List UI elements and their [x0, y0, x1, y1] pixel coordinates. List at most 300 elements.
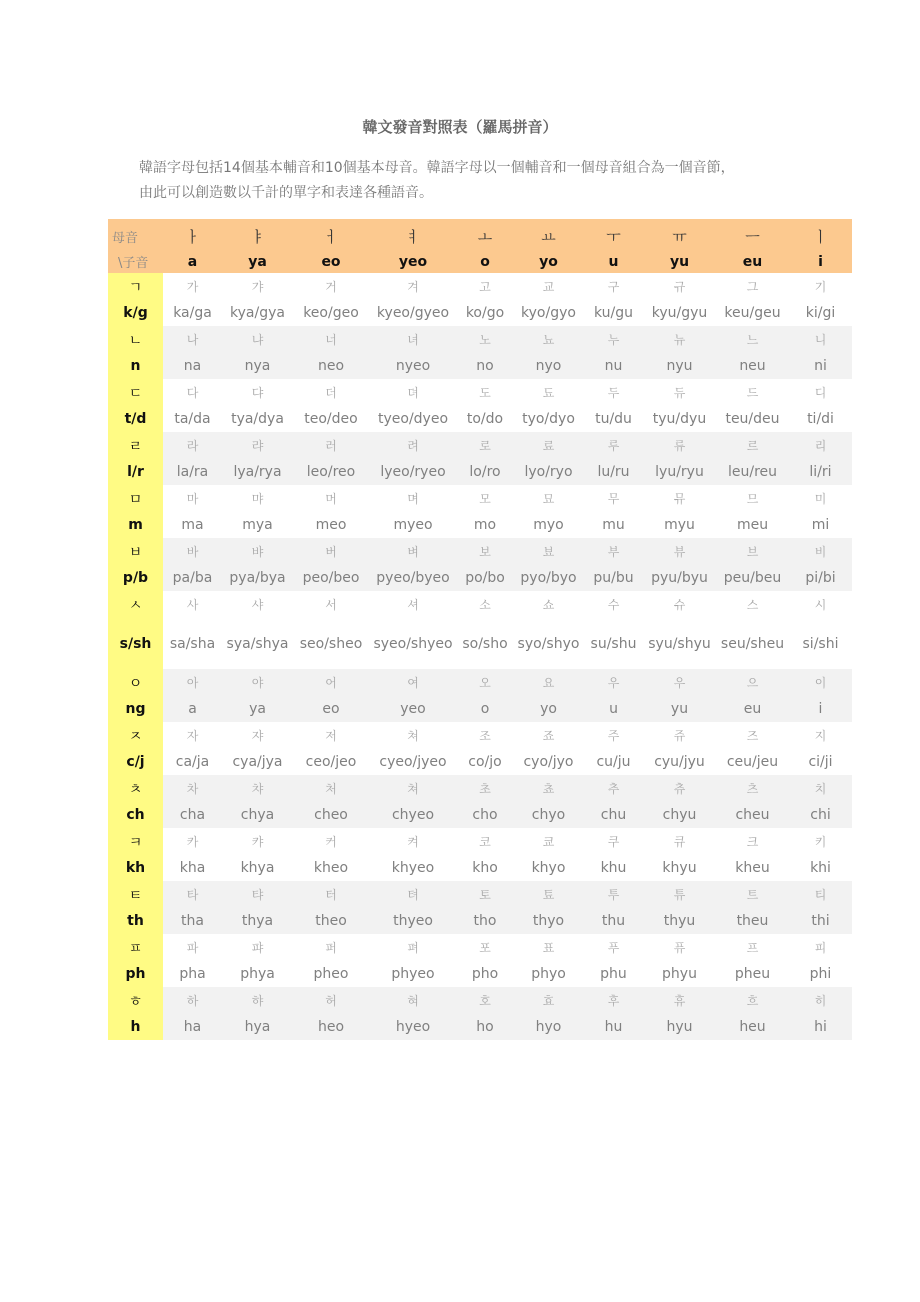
hangul-row: [108, 326, 852, 353]
romanization-cell: pho: [471, 966, 499, 982]
syllable-cell: 푸: [607, 941, 620, 955]
romanization-cell: heu: [716, 1014, 789, 1040]
romanization-cell: ha: [163, 1014, 222, 1040]
romanization-cell: u: [584, 696, 643, 722]
vowel-header: ㅠ: [643, 219, 716, 250]
syllable-cell: 셔: [407, 598, 419, 612]
syllable-cell: 므: [746, 492, 759, 506]
romanization-row: [108, 696, 852, 722]
romanization-cell: kha: [179, 860, 206, 876]
syllable-cell: 피: [814, 941, 827, 955]
consonant-letter: ㅌ: [108, 881, 163, 908]
syllable-cell: 치: [789, 775, 852, 802]
romanization-row: [108, 512, 852, 538]
romanization-cell: sya/shya: [226, 635, 289, 652]
syllable-cell: 더: [325, 386, 337, 400]
syllable-cell: 도: [479, 386, 491, 400]
corner-consonant-label: \子音: [108, 250, 163, 273]
vowel-header: ㅏ: [163, 219, 222, 250]
consonant-roman: c/j: [108, 749, 163, 775]
romanization-cell: ya: [222, 696, 293, 722]
romanization-cell: eo: [293, 696, 369, 722]
romanization-cell: nyo: [513, 353, 584, 379]
romanization-cell: chya: [222, 802, 293, 828]
romanization-cell: i: [789, 696, 852, 722]
romanization-cell: hyo: [513, 1014, 584, 1040]
romanization-cell: ca/ja: [175, 754, 210, 770]
consonant-roman: ch: [108, 802, 163, 828]
syllable-cell: 초: [457, 775, 513, 802]
romanization-cell: pyu/byu: [643, 565, 716, 591]
romanization-cell: thyu: [643, 908, 716, 934]
syllable-cell: 뱌: [222, 538, 293, 565]
romanization-row: [108, 459, 852, 485]
romanization-cell: la/ra: [163, 459, 222, 485]
romanization-cell: pha: [179, 966, 206, 982]
romanization-cell: so/sho: [462, 635, 508, 652]
syllable-cell: 비: [789, 538, 852, 565]
page-title: 韓文發音對照表（羅馬拼音）: [362, 118, 558, 136]
romanization-cell: kho: [472, 860, 498, 876]
syllable-cell: 큐: [673, 835, 686, 849]
romanization-cell: syu/shyu: [648, 635, 711, 652]
syllable-cell: 츄: [643, 775, 716, 802]
romanization-cell: eu: [716, 696, 789, 722]
syllable-cell: 기: [814, 280, 827, 294]
romanization-cell: chyeo: [369, 802, 457, 828]
syllable-cell: 지: [814, 729, 827, 743]
romanization-cell: hya: [222, 1014, 293, 1040]
syllable-cell: 쇼: [542, 598, 555, 612]
syllable-cell: 토: [457, 881, 513, 908]
syllable-cell: 차: [163, 775, 222, 802]
syllable-cell: 텨: [369, 881, 457, 908]
romanization-cell: kheu: [735, 860, 770, 876]
romanization-cell: ku/gu: [593, 305, 634, 321]
consonant-roman: kh: [108, 855, 163, 881]
romanization-cell: phya: [240, 966, 275, 982]
romanization-cell: theo: [293, 908, 369, 934]
hangul-row: [108, 432, 852, 459]
romanization-cell: pheu: [734, 966, 771, 982]
consonant-roman: l/r: [108, 459, 163, 485]
romanization-cell: keo/geo: [303, 305, 359, 321]
hangul-row: [108, 987, 852, 1014]
syllable-cell: 쟈: [251, 729, 264, 743]
hangul-row: [108, 669, 852, 696]
romanization-cell: mo: [473, 517, 497, 533]
syllable-cell: 커: [325, 835, 337, 849]
romanization-row: [108, 961, 852, 987]
romanization-cell: yo: [513, 696, 584, 722]
romanization-cell: meo: [315, 517, 347, 533]
romanization-cell: myu: [664, 517, 695, 533]
syllable-cell: 소: [479, 598, 491, 612]
romanization-cell: phi: [809, 966, 832, 982]
vowel-header: ㅗ: [457, 219, 513, 250]
romanization-cell: cya/jya: [232, 754, 283, 770]
romanization-cell: khu: [600, 860, 627, 876]
vowel-roman-header: i: [789, 250, 852, 273]
syllable-cell: 무: [607, 492, 620, 506]
syllable-cell: 츠: [716, 775, 789, 802]
syllable-cell: 니: [789, 326, 852, 353]
syllable-cell: 하: [163, 987, 222, 1014]
syllable-cell: 느: [716, 326, 789, 353]
romanization-cell: cyu/jyu: [654, 754, 705, 770]
syllable-cell: 퓨: [673, 941, 686, 955]
romanization-cell: teo/deo: [304, 411, 358, 427]
romanization-row: [108, 353, 852, 379]
syllable-cell: 챠: [222, 775, 293, 802]
romanization-cell: lu/ru: [584, 459, 643, 485]
romanization-cell: lyeo/ryeo: [369, 459, 457, 485]
syllable-cell: 햐: [222, 987, 293, 1014]
romanization-cell: lya/rya: [222, 459, 293, 485]
hangul-row: [108, 485, 852, 512]
syllable-cell: 프: [746, 941, 759, 955]
syllable-cell: 서: [325, 598, 337, 612]
romanization-cell: myo: [533, 517, 564, 533]
syllable-cell: 구: [607, 280, 620, 294]
romanization-cell: khyo: [531, 860, 566, 876]
romanization-cell: khi: [810, 860, 831, 876]
romanization-cell: chu: [584, 802, 643, 828]
syllable-cell: 추: [584, 775, 643, 802]
romanization-cell: su/shu: [590, 635, 637, 652]
romanization-cell: ceu/jeu: [726, 754, 779, 770]
syllable-cell: 려: [369, 432, 457, 459]
syllable-cell: 사: [186, 598, 199, 612]
syllable-cell: 으: [716, 669, 789, 696]
romanization-cell: pyeo/byeo: [369, 565, 457, 591]
romanization-cell: ni: [789, 353, 852, 379]
syllable-cell: 댜: [251, 386, 264, 400]
syllable-cell: 히: [789, 987, 852, 1014]
romanization-cell: yu: [643, 696, 716, 722]
romanization-cell: pheo: [313, 966, 349, 982]
romanization-cell: tu/du: [595, 411, 632, 427]
consonant-letter: ㄴ: [108, 326, 163, 353]
vowel-roman-header: eu: [716, 250, 789, 273]
romanization-cell: tyu/dyu: [652, 411, 707, 427]
vowel-header: ㅑ: [222, 219, 293, 250]
vowel-roman-header: u: [584, 250, 643, 273]
syllable-cell: 휴: [643, 987, 716, 1014]
consonant-letter: ㅁ: [108, 485, 163, 512]
romanization-cell: chyo: [513, 802, 584, 828]
romanization-cell: cheo: [293, 802, 369, 828]
romanization-cell: thi: [789, 908, 852, 934]
romanization-row: [108, 749, 852, 775]
romanization-cell: kyo/gyo: [521, 305, 576, 321]
vowel-roman-header: o: [457, 250, 513, 273]
romanization-cell: o: [457, 696, 513, 722]
romanization-cell: keu/geu: [724, 305, 781, 321]
vowel-header: ㅕ: [369, 219, 457, 250]
syllable-cell: 교: [542, 280, 555, 294]
syllable-cell: 보: [457, 538, 513, 565]
syllable-cell: 우: [643, 669, 716, 696]
syllable-cell: 다: [186, 386, 199, 400]
romanization-cell: syo/shyo: [517, 635, 580, 652]
romanization-cell: ti/di: [807, 411, 834, 427]
vowel-header-row: [108, 219, 852, 250]
romanization-cell: hyu: [643, 1014, 716, 1040]
syllable-cell: 즈: [746, 729, 759, 743]
romanization-cell: cyo/jyo: [523, 754, 574, 770]
syllable-cell: 모: [479, 492, 491, 506]
romanization-cell: pi/bi: [789, 565, 852, 591]
syllable-cell: 오: [457, 669, 513, 696]
romanization-cell: li/ri: [789, 459, 852, 485]
syllable-cell: 부: [584, 538, 643, 565]
romanization-cell: nu: [584, 353, 643, 379]
romanization-cell: khyu: [662, 860, 697, 876]
vowel-header: ㅣ: [789, 219, 852, 250]
hangul-row: [108, 722, 852, 749]
syllable-cell: 마: [186, 492, 199, 506]
syllable-cell: 처: [293, 775, 369, 802]
syllable-cell: 튜: [643, 881, 716, 908]
syllable-cell: 녀: [369, 326, 457, 353]
intro-line: 由此可以創造數以千計的單字和表達各種語音。: [139, 185, 433, 201]
romanization-cell: cyeo/jyeo: [379, 754, 447, 770]
vowel-header: ㅓ: [293, 219, 369, 250]
romanization-cell: thya: [222, 908, 293, 934]
romanization-cell: thyeo: [369, 908, 457, 934]
romanization-row: [108, 406, 852, 432]
syllable-cell: 디: [814, 386, 827, 400]
romanization-cell: theu: [716, 908, 789, 934]
vowel-header: ㅛ: [513, 219, 584, 250]
consonant-letter: ㄹ: [108, 432, 163, 459]
romanization-cell: kyu/gyu: [651, 305, 708, 321]
hangul-row: [108, 934, 852, 961]
romanization-cell: tyo/dyo: [522, 411, 575, 427]
syllable-cell: 미: [814, 492, 827, 506]
syllable-cell: 쵸: [513, 775, 584, 802]
consonant-letter: ㅋ: [108, 828, 163, 855]
vowel-roman-header: yu: [643, 250, 716, 273]
romanization-cell: pa/ba: [163, 565, 222, 591]
consonant-roman: n: [108, 353, 163, 379]
romanization-cell: hyeo: [369, 1014, 457, 1040]
romanization-cell: to/do: [466, 411, 504, 427]
syllable-cell: 갸: [251, 280, 264, 294]
vowel-roman-header: ya: [222, 250, 293, 273]
syllable-cell: 쳐: [369, 775, 457, 802]
syllable-cell: 쿠: [607, 835, 620, 849]
romanization-cell: cho: [457, 802, 513, 828]
syllable-cell: 켜: [407, 835, 419, 849]
romanization-cell: thu: [584, 908, 643, 934]
romanization-cell: phyo: [531, 966, 566, 982]
vowel-header: ㅜ: [584, 219, 643, 250]
syllable-cell: 거: [325, 280, 337, 294]
syllable-cell: 효: [513, 987, 584, 1014]
romanization-cell: leu/reu: [716, 459, 789, 485]
vowel-roman-header: eo: [293, 250, 369, 273]
romanization-cell: phu: [600, 966, 627, 982]
syllable-cell: 뉴: [643, 326, 716, 353]
table-body: [108, 273, 852, 1040]
syllable-cell: 이: [789, 669, 852, 696]
romanization-cell: pu/bu: [584, 565, 643, 591]
syllable-cell: 표: [542, 941, 555, 955]
romanization-row: [108, 1014, 852, 1040]
syllable-cell: 가: [186, 280, 199, 294]
vowel-roman-row: [108, 250, 852, 273]
romanization-row: [108, 565, 852, 591]
pronunciation-table: [108, 219, 852, 1040]
syllable-cell: 바: [163, 538, 222, 565]
syllable-cell: 머: [325, 492, 337, 506]
syllable-cell: 퍄: [251, 941, 264, 955]
romanization-cell: seo/sheo: [299, 635, 363, 652]
syllable-cell: 요: [513, 669, 584, 696]
syllable-cell: 저: [325, 729, 337, 743]
vowel-header: ㅡ: [716, 219, 789, 250]
syllable-cell: 조: [479, 729, 491, 743]
syllable-cell: 트: [716, 881, 789, 908]
syllable-cell: 주: [607, 729, 620, 743]
romanization-cell: nya: [222, 353, 293, 379]
romanization-cell: ceo/jeo: [305, 754, 357, 770]
syllable-cell: 샤: [251, 598, 264, 612]
syllable-cell: 누: [584, 326, 643, 353]
romanization-cell: leo/reo: [293, 459, 369, 485]
syllable-cell: 야: [222, 669, 293, 696]
romanization-cell: hu: [584, 1014, 643, 1040]
romanization-cell: hi: [789, 1014, 852, 1040]
consonant-roman: k/g: [108, 300, 163, 326]
romanization-cell: chyu: [643, 802, 716, 828]
syllable-cell: 규: [673, 280, 686, 294]
romanization-cell: kya/gya: [230, 305, 285, 321]
romanization-cell: meu: [736, 517, 769, 533]
syllable-cell: 우: [584, 669, 643, 696]
syllable-cell: 벼: [369, 538, 457, 565]
romanization-row: [108, 855, 852, 881]
romanization-cell: co/jo: [468, 754, 502, 770]
syllable-cell: 나: [163, 326, 222, 353]
hangul-row: [108, 828, 852, 855]
syllable-cell: 캬: [251, 835, 264, 849]
romanization-cell: khyeo: [391, 860, 435, 876]
syllable-cell: 쥬: [673, 729, 686, 743]
consonant-roman: m: [108, 512, 163, 538]
syllable-cell: 퍼: [325, 941, 337, 955]
romanization-cell: lyu/ryu: [643, 459, 716, 485]
syllable-cell: 러: [293, 432, 369, 459]
syllable-cell: 드: [746, 386, 759, 400]
romanization-cell: tya/dya: [231, 411, 284, 427]
romanization-cell: tho: [457, 908, 513, 934]
consonant-roman: ng: [108, 696, 163, 722]
romanization-cell: a: [163, 696, 222, 722]
romanization-cell: pyo/byo: [513, 565, 584, 591]
hangul-row: [108, 379, 852, 406]
hangul-row: [108, 591, 852, 618]
syllable-cell: 됴: [542, 386, 555, 400]
syllable-cell: 뮤: [673, 492, 686, 506]
romanization-cell: nyu: [643, 353, 716, 379]
syllable-cell: 포: [479, 941, 491, 955]
romanization-cell: thyo: [513, 908, 584, 934]
syllable-cell: 아: [163, 669, 222, 696]
syllable-cell: 두: [607, 386, 620, 400]
syllable-cell: 터: [293, 881, 369, 908]
romanization-cell: tyeo/dyeo: [377, 411, 449, 427]
syllable-cell: 류: [643, 432, 716, 459]
romanization-cell: khya: [240, 860, 275, 876]
syllable-cell: 파: [186, 941, 199, 955]
syllable-cell: 뷰: [643, 538, 716, 565]
syllable-cell: 후: [584, 987, 643, 1014]
romanization-cell: phyu: [662, 966, 697, 982]
romanization-row: [108, 908, 852, 934]
romanization-cell: peu/beu: [716, 565, 789, 591]
syllable-cell: 시: [814, 598, 827, 612]
syllable-cell: 어: [293, 669, 369, 696]
consonant-letter: ㄱ: [108, 273, 163, 300]
syllable-cell: 쿄: [542, 835, 555, 849]
consonant-roman: th: [108, 908, 163, 934]
syllable-cell: 슈: [673, 598, 686, 612]
syllable-cell: 듀: [673, 386, 686, 400]
syllable-cell: 티: [789, 881, 852, 908]
romanization-cell: myeo: [393, 517, 433, 533]
syllable-cell: 쳐: [407, 729, 419, 743]
romanization-cell: ma: [181, 517, 204, 533]
romanization-cell: mu: [602, 517, 625, 533]
romanization-cell: ko/go: [465, 305, 505, 321]
syllable-cell: 코: [479, 835, 491, 849]
syllable-cell: 묘: [542, 492, 555, 506]
intro-line: 韓語字母包括14個基本輔音和10個基本母音。韓語字母以一個輔音和一個母音組合為一個音節，: [139, 160, 735, 176]
consonant-roman: h: [108, 1014, 163, 1040]
romanization-cell: si/shi: [802, 635, 839, 652]
romanization-cell: heo: [293, 1014, 369, 1040]
consonant-letter: ㅊ: [108, 775, 163, 802]
romanization-row: [108, 802, 852, 828]
consonant-letter: ㅎ: [108, 987, 163, 1014]
syllable-cell: 탸: [222, 881, 293, 908]
syllable-cell: 로: [457, 432, 513, 459]
romanization-cell: ki/gi: [805, 305, 836, 321]
syllable-cell: 호: [457, 987, 513, 1014]
romanization-cell: mi: [811, 517, 830, 533]
syllable-cell: 루: [584, 432, 643, 459]
romanization-cell: na: [163, 353, 222, 379]
romanization-cell: kyeo/gyeo: [376, 305, 450, 321]
consonant-letter: ㄷ: [108, 379, 163, 406]
syllable-cell: 고: [479, 280, 491, 294]
syllable-cell: 버: [293, 538, 369, 565]
consonant-roman: t/d: [108, 406, 163, 432]
romanization-row: [108, 618, 852, 669]
consonant-roman: s/sh: [108, 618, 163, 669]
romanization-cell: cu/ju: [596, 754, 631, 770]
syllable-cell: 자: [186, 729, 199, 743]
consonant-letter: ㅅ: [108, 591, 163, 618]
romanization-cell: po/bo: [457, 565, 513, 591]
romanization-cell: cha: [163, 802, 222, 828]
syllable-cell: 허: [293, 987, 369, 1014]
syllable-cell: 흐: [716, 987, 789, 1014]
romanization-cell: yeo: [369, 696, 457, 722]
